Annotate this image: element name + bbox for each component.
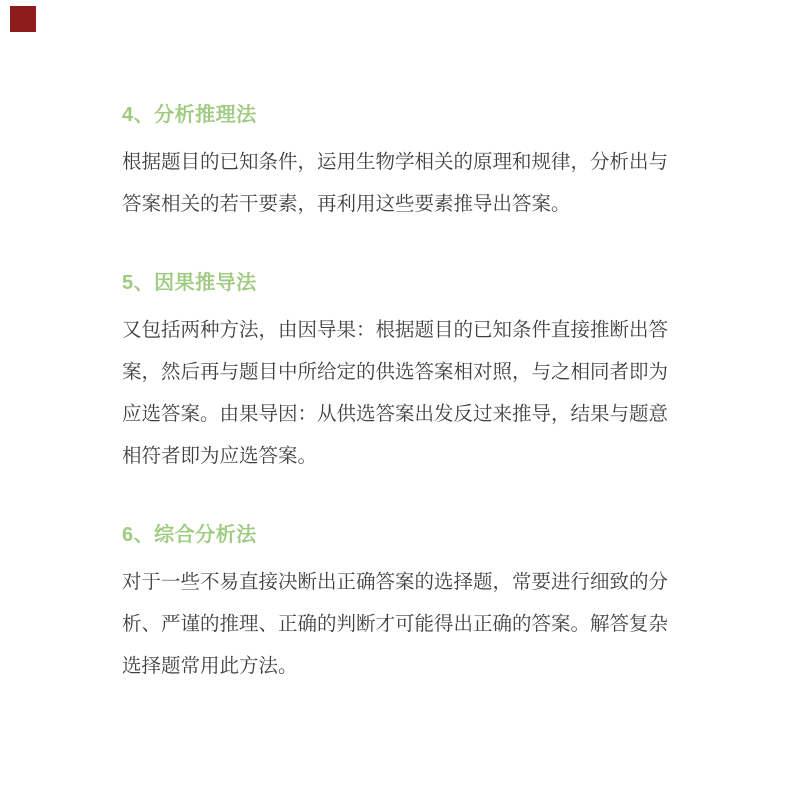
method-section-5 [122, 269, 672, 477]
method-section-4 [122, 101, 672, 225]
section-heading: 5、因果推导法 [122, 272, 257, 294]
section-body: 对于一些不易直接决断出正确答案的选择题，常要进行细致的分析、严谨的推理、正确的判断才可能得出正确的答案。解答复杂选择题常用此方法。 [122, 571, 669, 677]
section-heading: 6、综合分析法 [122, 524, 257, 546]
corner-marker [10, 6, 36, 32]
article [122, 101, 672, 687]
section-body: 根据题目的已知条件，运用生物学相关的原理和规律，分析出与答案相关的若干要素，再利用这些要素推导出答案。 [122, 151, 669, 215]
section-heading: 4、分析推理法 [122, 104, 257, 126]
method-section-6 [122, 521, 672, 687]
section-body: 又包括两种方法，由因导果：根据题目的已知条件直接推断出答案，然后再与题目中所给定的供选答案相对照，与之相同者即为应选答案。由果导因：从供选答案出发反过来推导，结果与题意相符者即为应选答案。 [122, 319, 669, 467]
